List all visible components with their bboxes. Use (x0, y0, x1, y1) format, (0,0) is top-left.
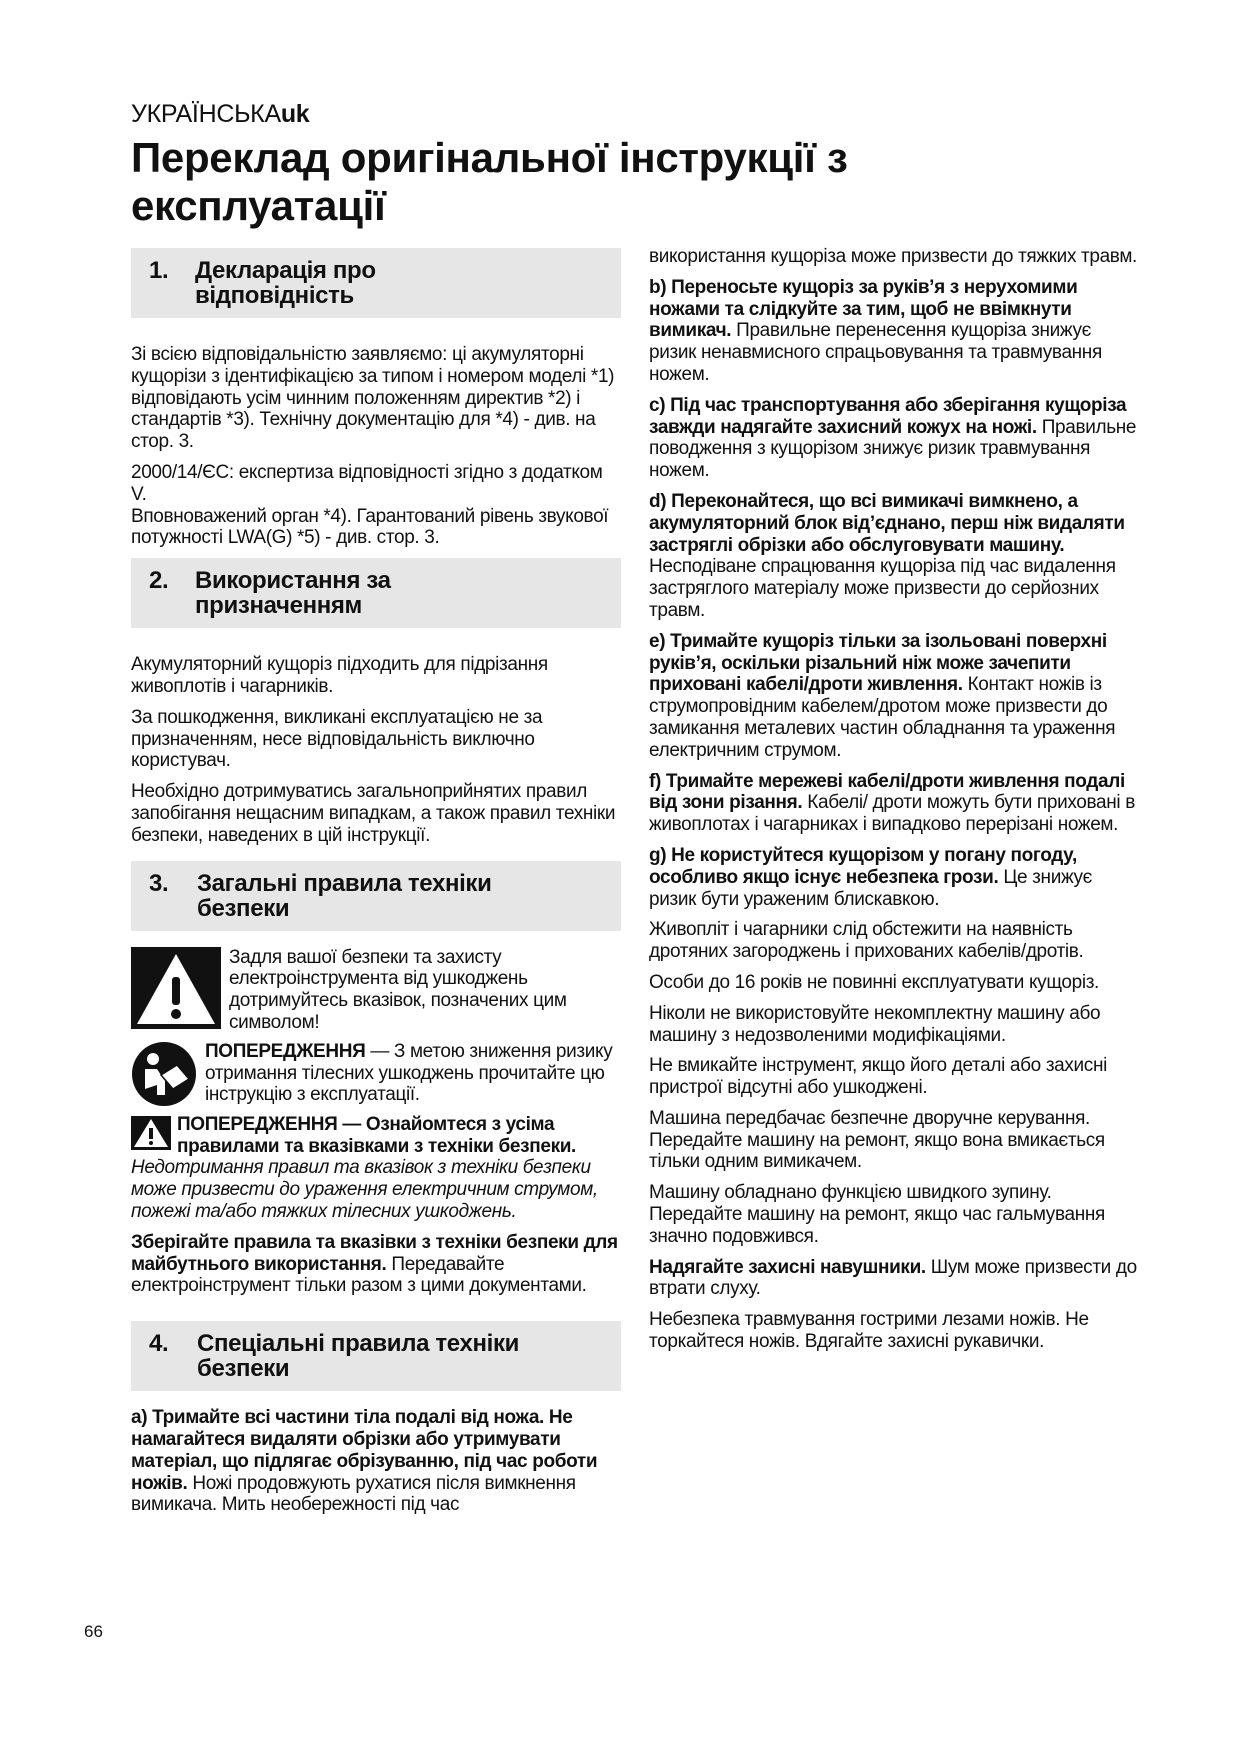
bold-text: d) Переконайтеся, що всі вимикачі вимкнено, а акумуляторний блок від’єднано, перш ніж видаляти застряглі обрізки або обслуговувати машину. (649, 490, 1125, 556)
section-number: 2. (149, 567, 169, 595)
language-label (131, 100, 309, 129)
paragraph: Зі всією відповідальністю заявляємо: ці акумуляторні кущорізи з ідентифікацією за типом і номером моделі *1) відповідають усім чинним положенням директив *2) і стандартів *3). Технічну документацію для *4) - див. на стор. 3. (131, 344, 615, 453)
bold-text: g) Не користуйтеся кущорізом у погану погоду, особливо якщо існує небезпека грози. (649, 844, 1077, 888)
paragraph (649, 845, 1141, 910)
paragraph (131, 1407, 621, 1516)
right-column (649, 246, 1141, 1362)
section-title: Використання за призначенням (195, 567, 391, 620)
warning-label: ПОПЕРЕДЖЕННЯ (205, 1040, 366, 1062)
text: Контакт ножів із струмопровідним кабелем/дротом може призвести до замикання металевих частин обладнання та ураження електричним струмом. (649, 674, 1116, 761)
bold-text: e) Тримайте кущоріз тільки за ізольовані поверхні руків’я, оскільки різальний ніж може зачепити приховані кабелі/дроти живлення. (649, 630, 1107, 696)
paragraph (649, 277, 1141, 386)
section-heading-3 (131, 861, 621, 931)
section-heading-4 (131, 1321, 621, 1391)
bold-text: ПОПЕРЕДЖЕННЯ — Ознайомтеся з усіма правилами та вказівками з техніки безпеки. (177, 1113, 576, 1157)
text: 2000/14/ЄС: експертиза відповідності згідно з додатком V. (131, 461, 603, 505)
text: Несподіване спрацювання кущоріза під час видалення застряглого матеріалу може призвести до серйозних травм. (649, 556, 1116, 621)
text: Ножі продовжують рухатися після вимкнення вимикача. Мить необережності під час (131, 1472, 576, 1516)
section-number: 4. (149, 1330, 169, 1358)
text: Правильне поводження з кущорізом знижує ризик травмування ножем. (649, 416, 1137, 482)
section-heading-2 (131, 558, 621, 628)
text: Це знижує ризик бути ураженим блискавкою. (649, 866, 1093, 910)
paragraph: Машину обладнано функцією швидкого зупину. Передайте машину на ремонт, якщо час гальмування значно подовжився. (649, 1182, 1105, 1247)
paragraph: Необхідно дотримуватись загальноприйнятих правил запобігання нещасним випадкам, а також правил техніки безпеки, наведених в цій інструкції. (131, 781, 616, 846)
text: Правильне перенесення кущоріза знижує ризик ненавмисного спрацьовування та травмування ножем. (649, 320, 1102, 385)
section-title: Спеціальні правила техніки безпеки (197, 1330, 520, 1383)
paragraph (649, 395, 1141, 482)
read-manual-icon (131, 1041, 197, 1107)
bold-text: a) Тримайте всі частини тіла подалі від ножа. Не намагайтеся видаляти обрізки або утримувати матеріал, що підлягає обрізуванню, під час роботи ножів. (131, 1407, 598, 1494)
paragraph: За пошкодження, викликані експлуатацією не за призначенням, несе відповідальність виключно користувач. (131, 706, 543, 772)
language-code: uk (280, 100, 310, 128)
text: Задля вашої безпеки та захисту електроінструмента від ушкоджень дотримуйтесь вказівок, позначених цим символом! (229, 946, 567, 1033)
left-column (131, 248, 621, 1525)
bold-text: Надягайте захисні навушники. (649, 1256, 926, 1278)
read-manual-note (131, 1041, 621, 1107)
bold-text: c) Під час транспортування або зберігання кущоріза завжди надягайте захисний кожух на ножі. (649, 394, 1127, 438)
warning-paragraph (131, 1114, 621, 1223)
warning-triangle-icon (131, 947, 221, 1029)
text: Шум може призвести до втрати слуху. (649, 1256, 1137, 1300)
page-number: 66 (84, 1622, 103, 1641)
text (205, 1041, 621, 1107)
text: Вповноважений орган *4). Гарантований рівень звукової потужності LWA(G) *5) - див. стор. 3. (131, 505, 609, 549)
warning-symbol-note (131, 947, 621, 1034)
paragraph: Машина передбачає безпечне дворучне керування. Передайте машину на ремонт, якщо вона вмикається тільки одним вимикачем. (649, 1107, 1105, 1173)
section-title: Загальні правила техніки безпеки (197, 869, 492, 922)
language-name: УКРАЇНСЬКА (131, 100, 281, 128)
paragraph: Не вмикайте інструмент, якщо його деталі або захисні пристрої відсутні або ушкоджені. (649, 1055, 1107, 1099)
bold-text: f) Тримайте мережеві кабелі/дроти живлення подалі від зони різання. (649, 770, 1125, 814)
paragraph (131, 462, 621, 549)
paragraph (131, 1232, 621, 1297)
paragraph: Ніколи не використовуйте некомплектну машину або машину з недозволеними модифікаціями. (649, 1002, 1101, 1046)
paragraph (649, 771, 1141, 836)
paragraph (649, 631, 1141, 762)
italic-text: Недотримання правил та вказівок з техніки безпеки може призвести до ураження електричним струмом, пожежі та/або тяжких тілесних ушкоджень. (131, 1157, 598, 1222)
paragraph (649, 491, 1141, 622)
section-number: 1. (149, 257, 169, 284)
warning-triangle-icon (131, 1116, 171, 1150)
paragraph: Небезпека травмування гострими лезами ножів. Не торкайтеся ножів. Вдягайте захисні рукавички. (649, 1309, 1089, 1353)
bold-text: Зберігайте правила та вказівки з техніки безпеки для майбутнього використання. (131, 1231, 618, 1275)
section-heading-1 (131, 248, 621, 318)
paragraph: використання кущоріза може призвести до тяжких травм. (649, 246, 1137, 267)
text: Кабелі/ дроти можуть бути приховані в живоплотах і чагарниках і випадково перерізані ножем. (649, 792, 1135, 836)
text: — З метою зниження ризику отримання тілесних ушкоджень прочитайте цю інструкцію з експлуатації. (205, 1040, 613, 1106)
text: Передавайте електроінструмент тільки разом з цими документами. (131, 1253, 587, 1297)
section-title: Декларація про відповідність (195, 257, 376, 309)
paragraph (649, 1257, 1141, 1301)
paragraph: Особи до 16 років не повинні експлуатувати кущоріз. (649, 971, 1099, 993)
bold-text: b) Переносьте кущоріз за руків’я з нерухомими ножами та слідкуйте за тим, щоб не ввімкнути вимикач. (649, 276, 1078, 342)
section-number: 3. (149, 869, 169, 897)
paragraph: Акумуляторний кущоріз підходить для підрізання живоплотів і чагарників. (131, 654, 548, 697)
paragraph: Живопліт і чагарники слід обстежити на наявність дротяних загороджень і прихованих кабелів/дротів. (649, 919, 1084, 963)
page-title: Переклад оригінальної інструкції з експлуатації (131, 134, 848, 229)
